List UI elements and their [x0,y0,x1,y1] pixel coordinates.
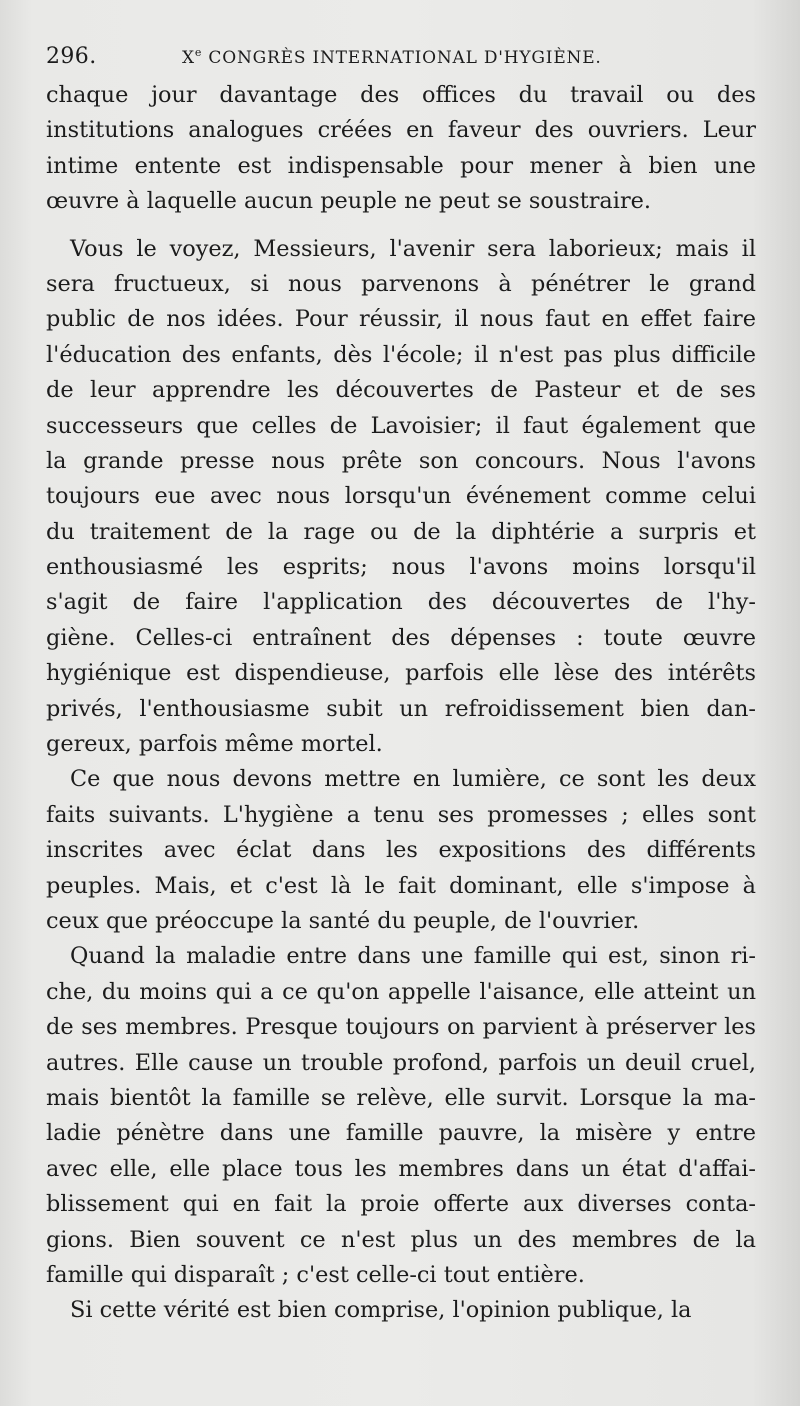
text-line: public de nos idées. Pour réussir, il nous faut en effet faire [46,306,756,333]
text-line: blissement qui en fait la proie offerte aux diverses conta- [46,1191,756,1218]
text-line: Quand la maladie entre dans une famille qui est, sinon ri- [70,943,756,970]
text-line: ceux que préoccupe la santé du peuple, de l'ouvrier. [46,907,640,934]
text-line: de leur apprendre les découvertes de Pasteur et de ses [46,377,756,404]
text-line: de ses membres. Presque toujours on parvient à préserver les [46,1014,756,1041]
text-line: privés, l'enthousiasme subit un refroidissement bien dan- [46,695,756,722]
paragraph [46,232,756,763]
text-line: gereux, parfois même mortel. [46,731,383,758]
text-line: chaque jour davantage des offices du travail ou des [46,82,756,108]
paragraph [46,1293,756,1328]
text-line: du traitement de la rage ou de la diphtérie a surpris et [46,518,756,545]
text-line: enthousiasmé les esprits; nous l'avons moins lorsqu'il [46,554,756,581]
text-line: che, du moins qui a ce qu'on appelle l'aisance, elle atteint un [46,978,756,1005]
text-line: intime entente est indispensable pour mener à bien une [46,152,756,179]
text-line: successeurs que celles de Lavoisier; il faut également que [46,412,756,439]
text-line: hygiénique est dispendieuse, parfois elle lèse des intérêts [46,660,756,687]
text-line: sera fructueux, si nous parvenons à pénétrer le grand [46,270,756,297]
text-line: faits suivants. L'hygiène a tenu ses promesses ; elles sont [46,801,756,828]
running-title-prefix: X [182,48,195,68]
text-line: Ce que nous devons mettre en lumière, ce sont les deux [70,766,756,793]
paragraph [46,762,756,939]
running-title [182,46,602,68]
text-line: institutions analogues créées en faveur des ouvriers. Leur [46,117,756,144]
running-header [46,44,756,78]
text-line: famille qui disparaît ; c'est celle-ci tout entière. [46,1261,585,1288]
text-line: œuvre à laquelle aucun peuple ne peut se soustraire. [46,188,652,215]
text-line: avec elle, elle place tous les membres dans un état d'affai- [46,1155,756,1182]
text-line: inscrites avec éclat dans les expositions des différents [46,837,756,864]
paragraph [46,939,756,1293]
text-line: mais bientôt la famille se relève, elle survit. Lorsque la ma- [46,1084,756,1111]
running-title-text: CONGRÈS INTERNATIONAL D'HYGIÈNE. [202,48,602,68]
body-text [46,78,756,1329]
text-line: Vous le voyez, Messieurs, l'avenir sera laborieux; mais il [70,235,756,262]
text-line: Si cette vérité est bien comprise, l'opinion publique, la [70,1297,692,1324]
text-line: gions. Bien souvent ce n'est plus un des membres de la [46,1226,756,1253]
text-line: toujours eue avec nous lorsqu'un événement comme celui [46,483,756,510]
text-line: s'agit de faire l'application des découvertes de l'hy- [46,589,756,616]
page-number: 296. [46,44,97,69]
running-title-superscript: e [194,46,203,59]
paragraph [46,78,756,220]
text-line: l'éducation des enfants, dès l'école; il n'est pas plus difficile [46,341,756,368]
text-line: peuples. Mais, et c'est là le fait dominant, elle s'impose à [46,872,756,899]
text-line: giène. Celles-ci entraînent des dépenses : toute œuvre [46,624,756,651]
text-line: ladie pénètre dans une famille pauvre, la misère y entre [46,1120,756,1147]
text-line: la grande presse nous prête son concours. Nous l'avons [46,447,756,474]
text-line: autres. Elle cause un trouble profond, parfois un deuil cruel, [46,1049,756,1076]
